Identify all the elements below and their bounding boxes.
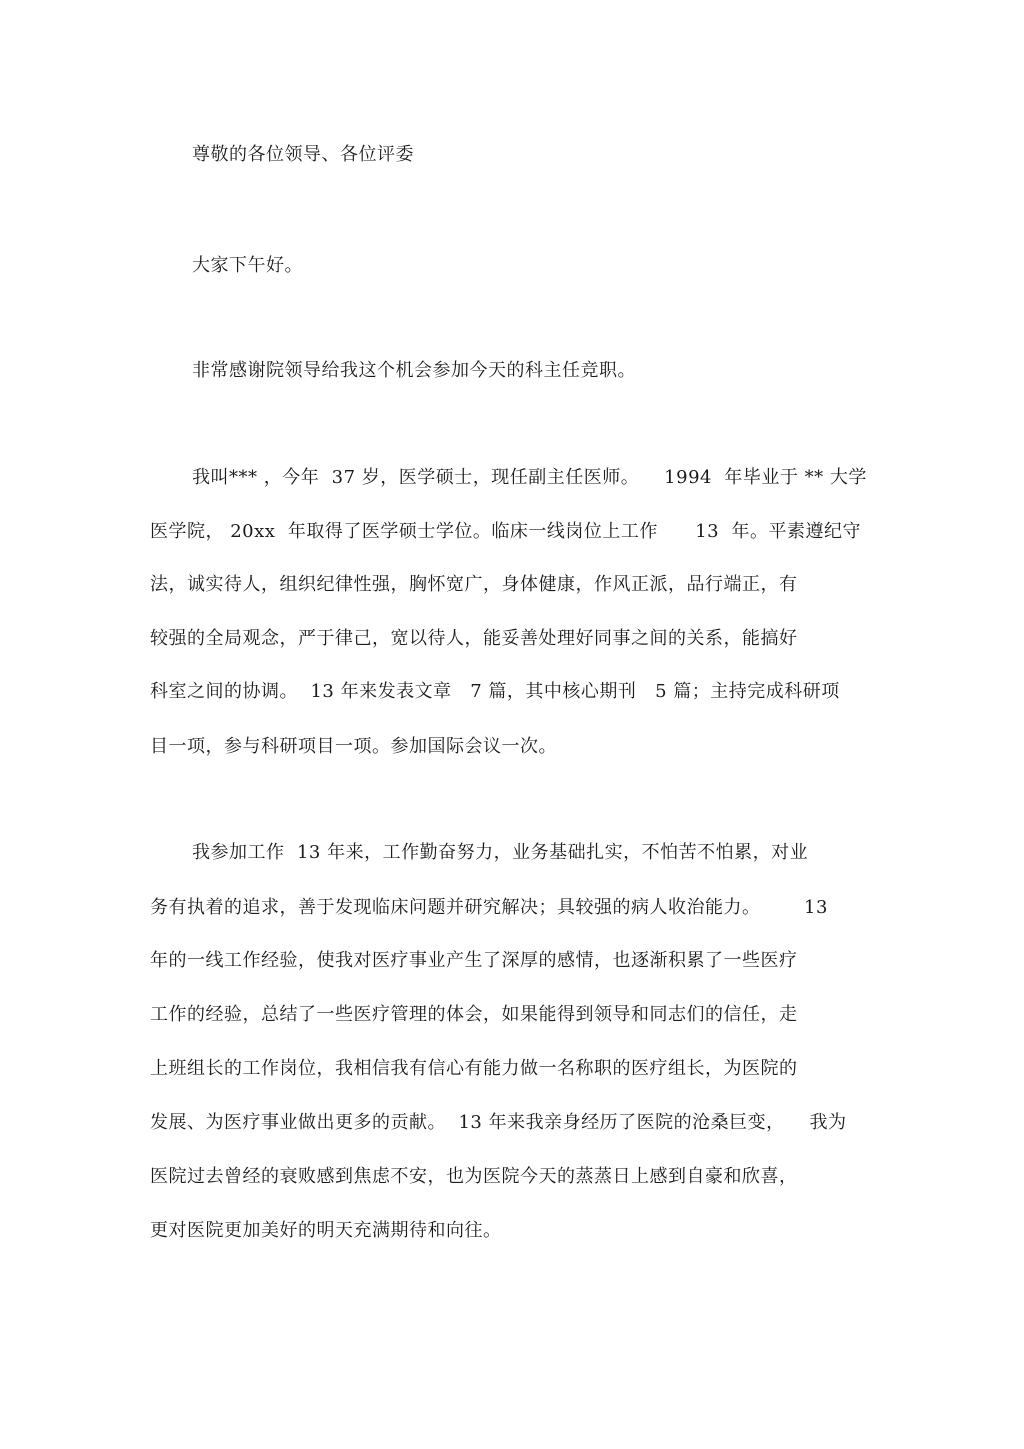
greeting-leaders: 尊敬的各位领导、各位评委 xyxy=(192,144,414,165)
para2-line: 更对医院更加美好的明天充满期待和向往。 xyxy=(150,1220,502,1241)
para1-line: 医学院， 20xx 年取得了医学硕士学位。临床一线岗位上工作 13 年。平素遵纪守 xyxy=(150,521,862,542)
thanks-line: 非常感谢院领导给我这个机会参加今天的科主任竞职。 xyxy=(192,360,636,381)
para1-line: 科室之间的协调。 13 年来发表文章 7 篇，其中核心期刊 5 篇；主持完成科研项 xyxy=(150,681,840,702)
para2-line: 我参加工作 13 年来，工作勤奋努力，业务基础扎实，不怕苦不怕累，对业 xyxy=(192,842,809,863)
para1-line: 法，诚实待人，组织纪律性强，胸怀宽广，身体健康，作风正派，品行端正，有 xyxy=(150,574,798,595)
greeting-afternoon: 大家下午好。 xyxy=(192,255,303,276)
para2-line: 发展、为医疗事业做出更多的贡献。 13 年来我亲身经历了医院的沧桑巨变， 我为 xyxy=(150,1112,847,1133)
para2-line: 医院过去曾经的衰败感到焦虑不安，也为医院今天的蒸蒸日上感到自豪和欣喜， xyxy=(150,1166,798,1187)
para1-line: 我叫*** ，今年 37 岁，医学硕士，现任副主任医师。 1994 年毕业于 ** 大学 xyxy=(192,467,867,488)
para2-line: 工作的经验，总结了一些医疗管理的体会，如果能得到领导和同志们的信任，走 xyxy=(150,1004,798,1025)
para1-line: 较强的全局观念，严于律己，宽以待人，能妥善处理好同事之间的关系，能搞好 xyxy=(150,628,798,649)
para2-line: 年的一线工作经验，使我对医疗事业产生了深厚的感情，也逐渐积累了一些医疗 xyxy=(150,950,798,971)
para1-line: 目一项，参与科研项目一项。参加国际会议一次。 xyxy=(150,736,557,757)
para2-line: 上班组长的工作岗位，我相信我有信心有能力做一名称职的医疗组长，为医院的 xyxy=(150,1058,798,1079)
para2-line: 务有执着的追求，善于发现临床问题并研究解决；具较强的病人收治能力。 13 xyxy=(150,897,828,918)
